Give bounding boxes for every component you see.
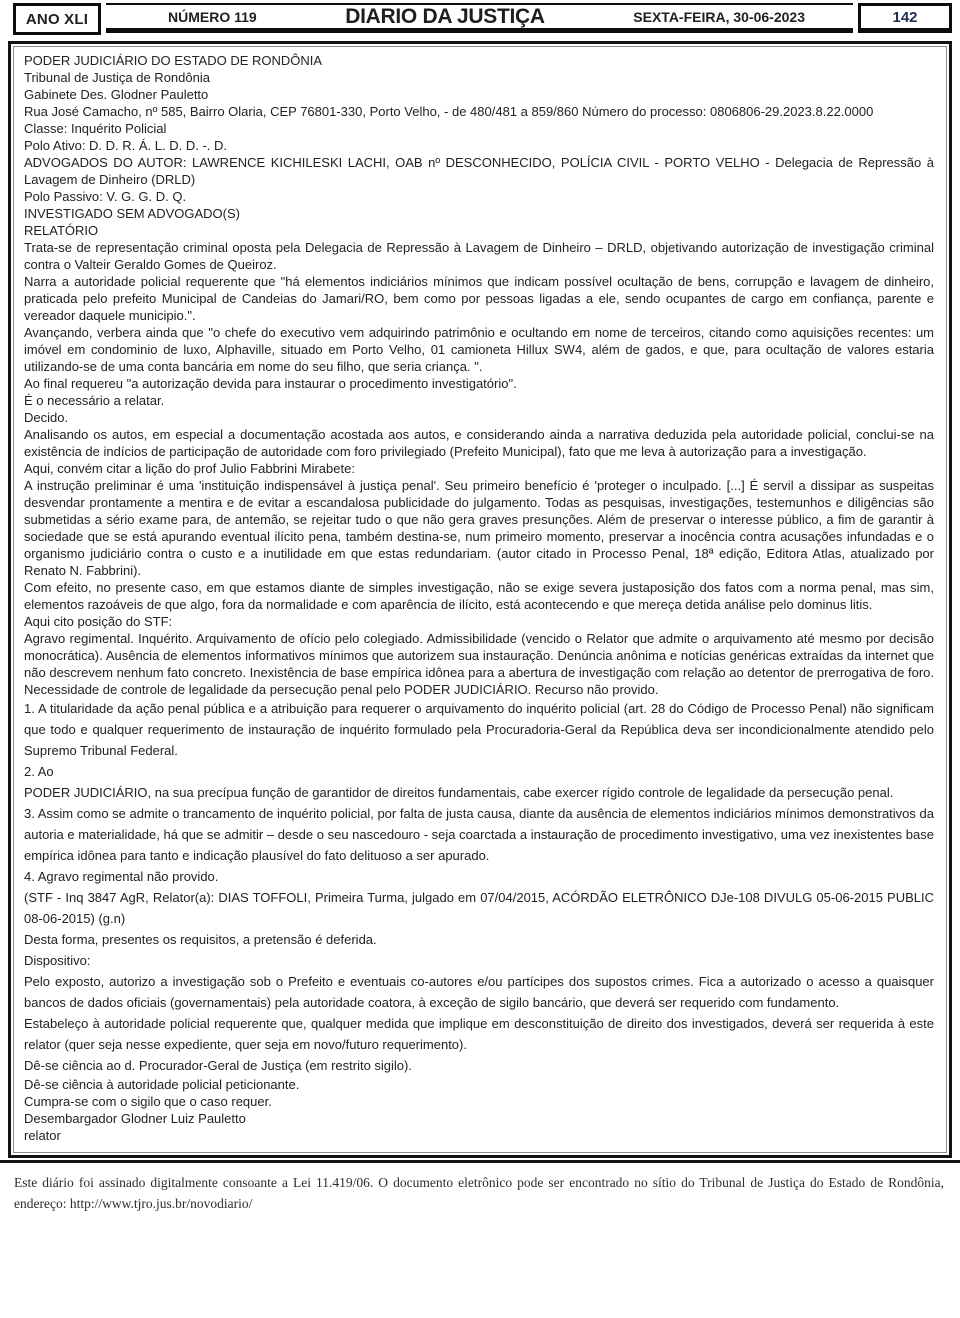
doc-paragraph: Tribunal de Justiça de Rondônia bbox=[24, 70, 210, 85]
document-outer-border bbox=[8, 41, 952, 1158]
doc-paragraph: Aqui cito posição do STF: bbox=[24, 614, 173, 629]
doc-paragraph: relator bbox=[24, 1128, 61, 1143]
doc-paragraph: 3. Assim como se admite o trancamento de inquérito policial, por falta de justa causa, diante da ausência de elementos indiciários mínimos demonstrativos da autoria e materialidade, há que se admitir – desde o seu nascedouro - seja coarctada a instauração de procedimento investigativo, uma vez inexistentes base empírica idônea para tanto e indicação plausível do fato delituoso a ser apurado. bbox=[24, 806, 934, 863]
gazette-header bbox=[0, 0, 960, 39]
doc-paragraph: Desta forma, presentes os requisitos, a pretensão é deferida. bbox=[24, 932, 377, 947]
doc-paragraph: Dê-se ciência ao d. Procurador-Geral de Justiça (em restrito sigilo). bbox=[24, 1058, 412, 1073]
header-numero-label: NÚMERO 119 bbox=[168, 8, 257, 25]
header-middle-band bbox=[106, 3, 853, 33]
doc-paragraph: Agravo regimental. Inquérito. Arquivamento de ofício pelo colegiado. Admissibilidade (vencido o Relator que admite o arquivamento até mesmo por decisão monocrática). Ausência de elementos informativos mínimos que autorizem sua instauração. Denúncia anônima e notícias genéricas extraídas da internet que não descrevem nenhum fato concreto. Inexistência de base empírica idônea para a abertura de investigação com relação ao detentor de prerrogativa de foro. Necessidade de controle de legalidade da persecução penal pelo PODER JUDICIÁRIO. Recurso não provido. bbox=[24, 631, 934, 697]
doc-paragraph: Ao final requereu "a autorização devida para instaurar o procedimento investigatório". bbox=[24, 376, 517, 391]
doc-paragraph: 2. Ao bbox=[24, 764, 54, 779]
doc-paragraph: Rua José Camacho, nº 585, Bairro Olaria, CEP 76801-330, Porto Velho, - de 480/481 a 859/860 Número do processo: 0806806-29.2023.8.22.0000 bbox=[24, 104, 874, 119]
footer-signature-note: Este diário foi assinado digitalmente consoante a Lei 11.419/06. O documento eletrônico pode ser encontrado no sítio do Tribunal de Justiça do Estado de Rondônia, endereço: http://www.tjro.jus.br/novodiario/ bbox=[14, 1175, 944, 1211]
document-body bbox=[13, 46, 947, 1153]
header-page-number-box bbox=[858, 3, 952, 33]
doc-paragraph: INVESTIGADO SEM ADVOGADO(S) bbox=[24, 206, 240, 221]
doc-paragraph: Classe: Inquérito Policial bbox=[24, 121, 167, 136]
doc-paragraph: Decido. bbox=[24, 410, 69, 425]
doc-paragraph: Polo Passivo: V. G. G. D. Q. bbox=[24, 189, 187, 204]
header-ano-box bbox=[13, 3, 101, 35]
doc-paragraph: (STF - Inq 3847 AgR, Relator(a): DIAS TOFFOLI, Primeira Turma, julgado em 07/04/2015, ACÓRDÃO ELETRÔNICO DJe-108 DIVULG 05-06-2015 PUBLIC 08-06-2015) (g.n) bbox=[24, 890, 934, 926]
doc-paragraph: Dispositivo: bbox=[24, 953, 91, 968]
doc-paragraph: É o necessário a relatar. bbox=[24, 393, 165, 408]
page-number: 142 bbox=[892, 8, 918, 26]
doc-paragraph: Gabinete Des. Glodner Pauletto bbox=[24, 87, 209, 102]
doc-paragraph: Trata-se de representação criminal oposta pela Delegacia de Repressão à Lavagem de Dinheiro – DRLD, objetivando autorização de investigação criminal contra o Valteir Geraldo Gomes de Queiroz. bbox=[24, 240, 934, 272]
doc-paragraph: ADVOGADOS DO AUTOR: LAWRENCE KICHILESKI LACHI, OAB nº DESCONHECIDO, POLÍCIA CIVIL - PORTO VELHO - Delegacia de Repressão à Lavagem de Dinheiro (DRLD) bbox=[24, 155, 934, 187]
doc-paragraph: Aqui, convém citar a lição do prof Julio Fabbrini Mirabete: bbox=[24, 461, 355, 476]
doc-paragraph: Pelo exposto, autorizo a investigação sob o Prefeito e eventuais co-autores e/ou partícipes dos supostos crimes. Fica a autorizado o acesso a quaisquer bancos de dados oficiais (governamentais) pela autoridade coatora, à exceção de sigilo bancário, que deverá ser requerido com fundamento. bbox=[24, 974, 934, 1010]
doc-paragraph: Com efeito, no presente caso, em que estamos diante de simples investigação, não se exige severa justaposição dos fatos com a norma penal, mas sim, elementos razoáveis de que algo, fora da normalidade e com aparência de ilícito, está acontecendo e que mereça detida análise pelo dominus litis. bbox=[24, 580, 934, 612]
header-date-label: SEXTA-FEIRA, 30-06-2023 bbox=[633, 8, 805, 25]
doc-paragraph: 4. Agravo regimental não provido. bbox=[24, 869, 219, 884]
doc-paragraph: PODER JUDICIÁRIO, na sua precípua função de garantidor de direitos fundamentais, cabe exercer rígido controle de legalidade da persecução penal. bbox=[24, 785, 894, 800]
doc-paragraph: Estabeleço à autoridade policial requerente que, qualquer medida que implique em desconstituição de direito dos investigados, deverá ser requerida à este relator (quer seja nesse expediente, quer seja em novo/futuro requerimento). bbox=[24, 1016, 934, 1052]
doc-paragraph: A instrução preliminar é uma 'instituição indispensável à justiça penal'. Seu primeiro benefício é 'proteger o inculpado. [...] É servil a dissipar as suspeitas desvendar prontamente a mentira e de evitar a escandalosa publicidade do julgamento. Todas as pesquisas, investigações, testemunhos e diligências são submetidas a sério exame para, de antemão, se rejeitar tudo o que não gera graves presunções. Além de preservar o interesse público, a fim de garantir à sociedade que se está apurando eventual ilícito pena, também destina-se, num primeiro momento, preservar a inocência contra acusações infundadas e o organismo judiciário contra o custo e a inutilidade em que estas redundariam. (autor citado in Processo Penal, 18ª edição, Editora Atlas, atualizado por Renato N. Fabbrini). bbox=[24, 478, 934, 578]
doc-paragraph: 1. A titularidade da ação penal pública e a atribuição para requerer o arquivamento do inquérito policial (art. 28 do Código de Processo Penal) não significam que todo e qualquer requerimento de instauração de inquérito formulado pela Procuradoria-Geral da República deva ser incondicionalmente atendido pelo Supremo Tribunal Federal. bbox=[24, 701, 934, 758]
doc-paragraph: Dê-se ciência à autoridade policial peticionante. bbox=[24, 1077, 300, 1092]
doc-paragraph: RELATÓRIO bbox=[24, 223, 99, 238]
doc-paragraph: Polo Ativo: D. D. R. Á. L. D. D. -. D. bbox=[24, 138, 227, 153]
doc-paragraph: Desembargador Glodner Luiz Pauletto bbox=[24, 1111, 246, 1126]
header-ano-label: ANO XLI bbox=[25, 10, 89, 28]
doc-paragraph: Cumpra-se com o sigilo que o caso requer. bbox=[24, 1094, 272, 1109]
gazette-title: DIARIO DA JUSTIÇA bbox=[345, 4, 545, 28]
doc-paragraph: PODER JUDICIÁRIO DO ESTADO DE RONDÔNIA bbox=[24, 53, 323, 68]
doc-paragraph: Narra a autoridade policial requerente que "há elementos indiciários mínimos que indicam possível ocultação de bens, corrupção e lavagem de dinheiro, praticada pelo prefeito Municipal de Candeias do Jamari/RO, bem como por pessoas ligadas a ele, sendo ocupantes de cargo em confiança, parente e vereador daquele municipio.". bbox=[24, 274, 934, 323]
doc-paragraph: Avançando, verbera ainda que "o chefe do executivo vem adquirindo patrimônio e ocultando em nome de terceiros, citando como aquisições recentes: um imóvel em condominio de luxo, Alphaville, situado em Porto Velho, 01 camioneta Hillux SW4, além de gados, e que, para ocultação de valores estaria utilizando-se de uma conta bancária em nome do seu filho, que seria criança. ". bbox=[24, 325, 934, 374]
doc-paragraph: Analisando os autos, em especial a documentação acostada aos autos, e considerando ainda a narrativa deduzida pela autoridade policial, conclui-se na existência de indícios de participação de autoridade com foro privilegiado (Prefeito Municipal), fato que me leva à autorização para a investigação. bbox=[24, 427, 934, 459]
